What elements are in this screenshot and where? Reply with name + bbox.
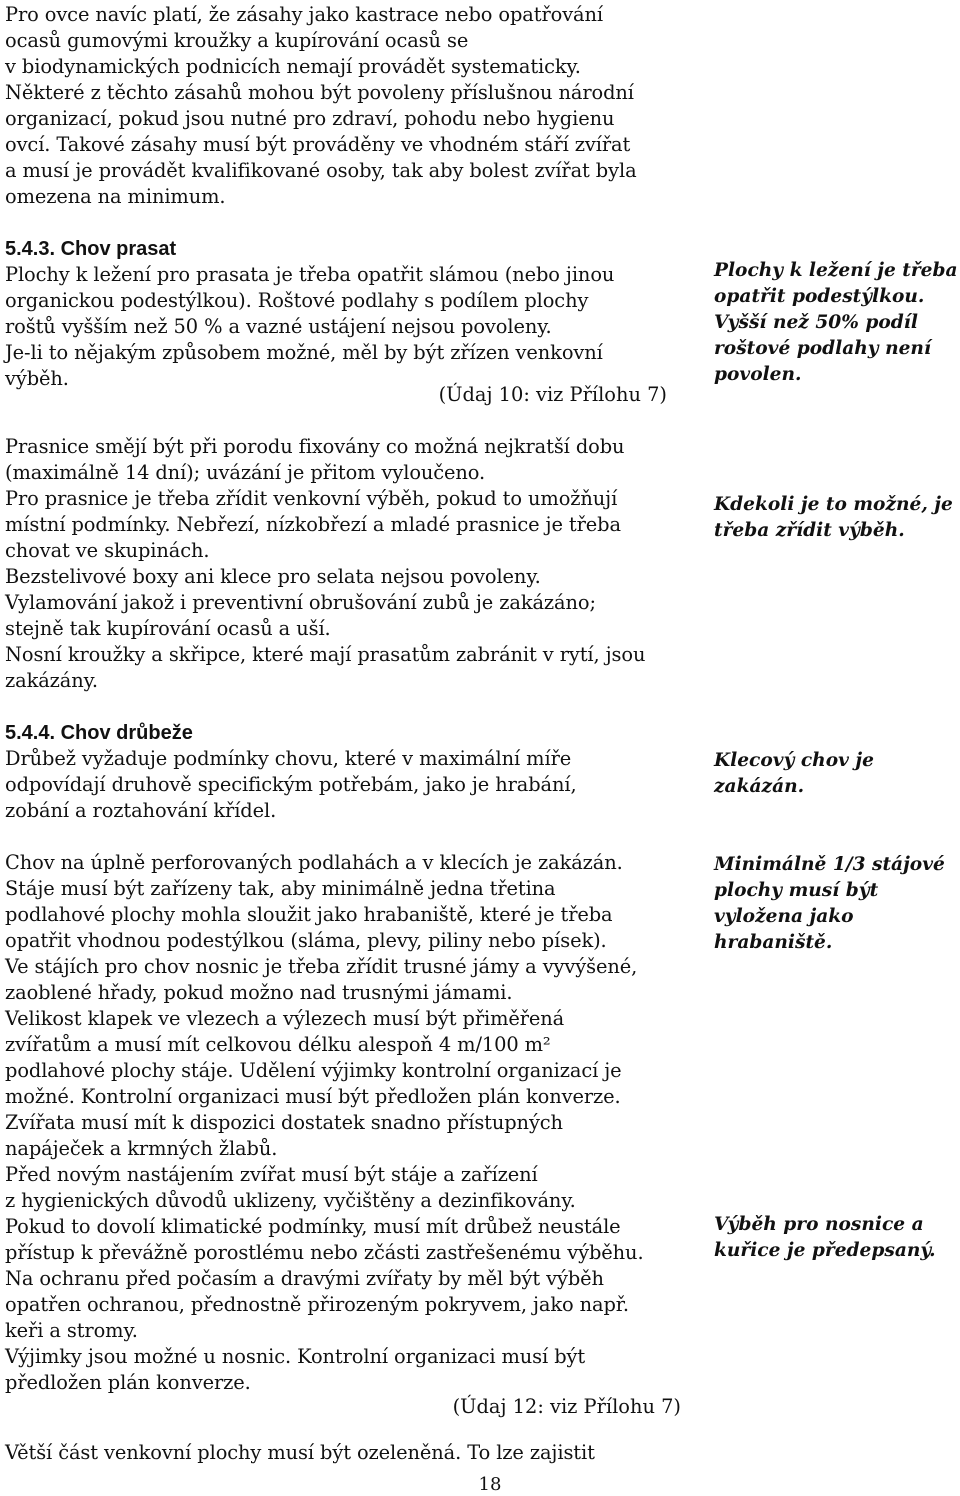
section-heading-poultry: 5.4.4. Chov drůbeže <box>5 722 193 744</box>
annex-reference: (Údaj 10: viz Přílohu 7) <box>438 383 667 406</box>
text-line: výběh. <box>5 367 69 390</box>
text-line: Vylamování jakož i preventivní obrušování zubů je zakázáno; <box>5 591 596 614</box>
text-line: organizací, pokud jsou nutné pro zdraví, pohodu nebo hygienu <box>5 107 615 130</box>
text-line: Pro ovce navíc platí, že zásahy jako kastrace nebo opatřování <box>5 3 604 26</box>
text-line: napáječek a krmných žlabů. <box>5 1137 278 1160</box>
poultry-paragraph-2 <box>5 850 695 1396</box>
text-line: místní podmínky. Nebřezí, nízkobřezí a mladé prasnice je třeba <box>5 513 621 536</box>
text-line: chovat ve skupinách. <box>5 539 210 562</box>
margin-note-poultry-cage: Klecový chov je zakázán. <box>714 750 874 797</box>
text-line: Drůbež vyžaduje podmínky chovu, které v maximální míře <box>5 747 572 770</box>
text-line: Zvířata musí mít k dispozici dostatek snadno přístupných <box>5 1111 563 1134</box>
page-number: 18 <box>478 1474 502 1495</box>
text-line: přístup k převážně porostlému nebo zčásti zastřešenému výběhu. <box>5 1241 644 1264</box>
pigs-paragraph-1 <box>5 262 695 392</box>
margin-note-pigs-run: Kdekoli je to možné, je třeba zřídit výběh. <box>714 494 953 541</box>
text-line: Je-li to nějakým způsobem možné, měl by být zřízen venkovní <box>5 341 603 364</box>
annex-reference: (Údaj 12: viz Přílohu 7) <box>452 1395 681 1418</box>
text-line: Nosní kroužky a skřipce, které mají prasatům zabránit v rytí, jsou <box>5 643 646 666</box>
text-line: odpovídají druhově specifickým potřebám, jako je hrabání, <box>5 773 577 796</box>
text-line: zobání a roztahování křídel. <box>5 799 277 822</box>
text-line: Chov na úplně perforovaných podlahách a v klecích je zakázán. <box>5 851 623 874</box>
text-line: zakázány. <box>5 669 98 692</box>
text-line: (maximálně 14 dní); uvázání je přitom vyloučeno. <box>5 461 486 484</box>
text-line: Plochy k ležení pro prasata je třeba opatřit slámou (nebo jinou <box>5 263 615 286</box>
text-line: v biodynamických podnicích nemají provádět systematicky. <box>5 55 581 78</box>
margin-note-poultry-run: Výběh pro nosnice a kuřice je předepsaný. <box>714 1214 936 1261</box>
text-line: Velikost klapek ve vlezech a výlezech musí být přiměřená <box>5 1007 565 1030</box>
text-line: organickou podestýlkou). Roštové podlahy s podílem plochy <box>5 289 589 312</box>
text-line: Prasnice smějí být při porodu fixovány co možná nejkratší dobu <box>5 435 625 458</box>
text-line: opatřen ochranou, přednostně přirozeným pokryvem, jako např. <box>5 1293 629 1316</box>
text-line: Pro prasnice je třeba zřídit venkovní výběh, pokud to umožňují <box>5 487 618 510</box>
margin-note-pigs-bedding: Plochy k ležení je třeba opatřit podestýlkou. Vyšší než 50% podíl roštové podlahy není povolen. <box>714 260 958 385</box>
text-line: opatřit vhodnou podestýlkou (sláma, plevy, piliny nebo písek). <box>5 929 607 952</box>
text-line: podlahové plochy mohla sloužit jako hrabaniště, které je třeba <box>5 903 613 926</box>
margin-note-poultry-scratching: Minimálně 1/3 stájové plochy musí být vyložena jako hrabaniště. <box>714 854 945 953</box>
section-heading-pigs: 5.4.3. Chov prasat <box>5 238 177 260</box>
text-line: Některé z těchto zásahů mohou být povoleny příslušnou národní <box>5 81 634 104</box>
text-line: Větší část venkovní plochy musí být ozeleněná. To lze zajistit <box>5 1441 595 1464</box>
text-line: keři a stromy. <box>5 1319 138 1342</box>
text-line: zvířatům a musí mít celkovou délku alespoň 4 m/100 m² <box>5 1033 551 1056</box>
text-line: možné. Kontrolní organizaci musí být předložen plán konverze. <box>5 1085 621 1108</box>
poultry-paragraph-3 <box>5 1440 695 1466</box>
text-line: stejně tak kupírování ocasů a uší. <box>5 617 331 640</box>
text-line: Ve stájích pro chov nosnic je třeba zřídit trusné jámy a vyvýšené, <box>5 955 638 978</box>
main-text-column <box>5 0 695 1466</box>
pigs-paragraph-2 <box>5 434 695 694</box>
text-line: a musí je provádět kvalifikované osoby, tak aby bolest zvířat byla <box>5 159 637 182</box>
text-line: Bezstelivové boxy ani klece pro selata nejsou povoleny. <box>5 565 541 588</box>
text-line: roštů vyšším než 50 % a vazné ustájení nejsou povoleny. <box>5 315 552 338</box>
text-line: zaoblené hřady, pokud možno nad trusnými jámami. <box>5 981 513 1004</box>
text-line: ocasů gumovými kroužky a kupírování ocasů se <box>5 29 469 52</box>
poultry-paragraph-1 <box>5 746 695 824</box>
text-line: Výjimky jsou možné u nosnic. Kontrolní organizaci musí být <box>5 1345 586 1368</box>
intro-paragraph <box>5 0 695 210</box>
text-line: Na ochranu před počasím a dravými zvířaty by měl být výběh <box>5 1267 604 1290</box>
text-line: ovcí. Takové zásahy musí být prováděny ve vhodném stáří zvířat <box>5 133 631 156</box>
text-line: z hygienických důvodů uklizeny, vyčištěny a dezinfikovány. <box>5 1189 576 1212</box>
text-line: předložen plán konverze. <box>5 1371 251 1394</box>
text-line: podlahové plochy stáje. Udělení výjimky kontrolní organizací je <box>5 1059 622 1082</box>
text-line: Před novým nastájením zvířat musí být stáje a zařízení <box>5 1163 538 1186</box>
text-line: Pokud to dovolí klimatické podmínky, musí mít drůbež neustále <box>5 1215 621 1238</box>
text-line: omezena na minimum. <box>5 185 226 208</box>
text-line: Stáje musí být zařízeny tak, aby minimálně jedna třetina <box>5 877 556 900</box>
